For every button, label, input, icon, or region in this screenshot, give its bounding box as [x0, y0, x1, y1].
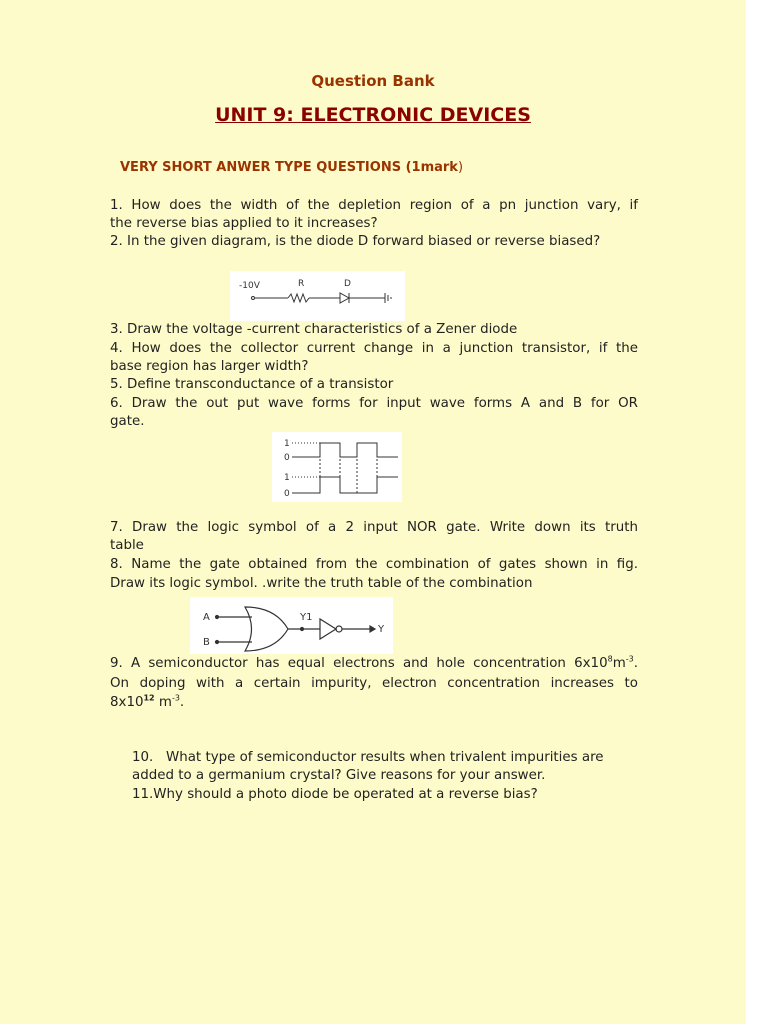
- diode-circuit-figure: [230, 271, 405, 321]
- gate-mid-label: Y1: [300, 612, 313, 623]
- section-heading: [120, 160, 463, 175]
- question-9-text-1: 9. A semiconductor has equal electrons and hole concentration 6x10: [110, 656, 608, 671]
- question-9-exp-4: -3: [171, 693, 180, 703]
- question-3: 3. Draw the voltage -current characteristics of a Zener diode: [110, 322, 518, 337]
- gate-input-b-label: B: [203, 637, 210, 648]
- question-9-exp-2: -3: [625, 654, 634, 664]
- question-9-text-3: 8x10: [110, 695, 144, 710]
- question-9-line-3: [110, 694, 638, 712]
- question-9-line-1: [110, 655, 638, 673]
- question-1-line-2: the reverse bias applied to it increases?: [110, 216, 378, 231]
- page-margin: [746, 0, 768, 1024]
- diode-symbol: [340, 293, 349, 303]
- question-9-exp-1: 8: [607, 654, 613, 664]
- question-10-line-2: added to a germanium crystal? Give reasons for your answer.: [132, 768, 546, 783]
- unit-title-text: UNIT 9: ELECTRONIC DEVICES: [215, 104, 531, 126]
- wave-a-low-label: 0: [284, 453, 290, 463]
- circuit-diode-label: D: [344, 279, 351, 289]
- question-8-line-1: 8. Name the gate obtained from the combination of gates shown in fig.: [110, 557, 638, 572]
- question-4-line-1: 4. How does the collector current change in a junction transistor, if the: [110, 341, 638, 356]
- question-9-exp-3: 12: [143, 693, 155, 703]
- wave-a-signal: [292, 443, 398, 457]
- gate-output-label: Y: [378, 624, 385, 635]
- question-7-line-2: table: [110, 538, 144, 553]
- question-10-number: 10.: [132, 750, 154, 765]
- question-6-line-2: gate.: [110, 414, 145, 429]
- question-11: 11.Why should a photo diode be operated at a reverse bias?: [132, 787, 538, 802]
- resistor-symbol: [288, 294, 309, 302]
- question-2: 2. In the given diagram, is the diode D forward biased or reverse biased?: [110, 234, 601, 249]
- question-9-unit-1: m: [612, 656, 626, 671]
- gate-input-a-label: A: [203, 612, 210, 623]
- circuit-voltage-label: -10V: [239, 281, 260, 291]
- question-9-line-2: On doping with a certain impurity, electron concentration increases to: [110, 676, 638, 691]
- question-9-end-3: .: [179, 695, 185, 710]
- question-bank-heading: Question Bank: [311, 72, 435, 90]
- circuit-wiring: [252, 293, 392, 303]
- question-9-end-1: .: [633, 656, 638, 671]
- wave-a-high-label: 1: [284, 439, 290, 449]
- question-1-line-1: 1. How does the width of the depletion region of a pn junction vary, if: [110, 198, 638, 213]
- question-9-unit-3: m: [154, 695, 172, 710]
- question-10-line-1: [132, 749, 642, 767]
- wave-b-low-label: 0: [284, 489, 290, 499]
- question-5: 5. Define transconductance of a transistor: [110, 377, 394, 392]
- section-close-paren: ): [457, 160, 464, 175]
- unit-title: [0, 104, 746, 126]
- question-10-text-1: What type of semiconductor results when trivalent impurities are: [166, 750, 604, 765]
- question-8-line-2: Draw its logic symbol. .write the truth table of the combination: [110, 576, 533, 591]
- waveform-figure: [272, 432, 402, 502]
- wave-b-high-label: 1: [284, 473, 290, 483]
- or-gate-symbol: [245, 607, 288, 651]
- gate-combination-figure: [190, 597, 393, 654]
- question-4-line-2: base region has larger width?: [110, 359, 309, 374]
- circuit-resistor-label: R: [298, 279, 305, 289]
- section-title: VERY SHORT ANWER TYPE QUESTIONS (1mark: [120, 160, 458, 175]
- wave-b-signal: [292, 477, 398, 493]
- question-6-line-1: 6. Draw the out put wave forms for input wave forms A and B for OR: [110, 396, 638, 411]
- not-gate-symbol: [320, 619, 336, 639]
- question-7-line-1: 7. Draw the logic symbol of a 2 input NOR gate. Write down its truth: [110, 520, 638, 535]
